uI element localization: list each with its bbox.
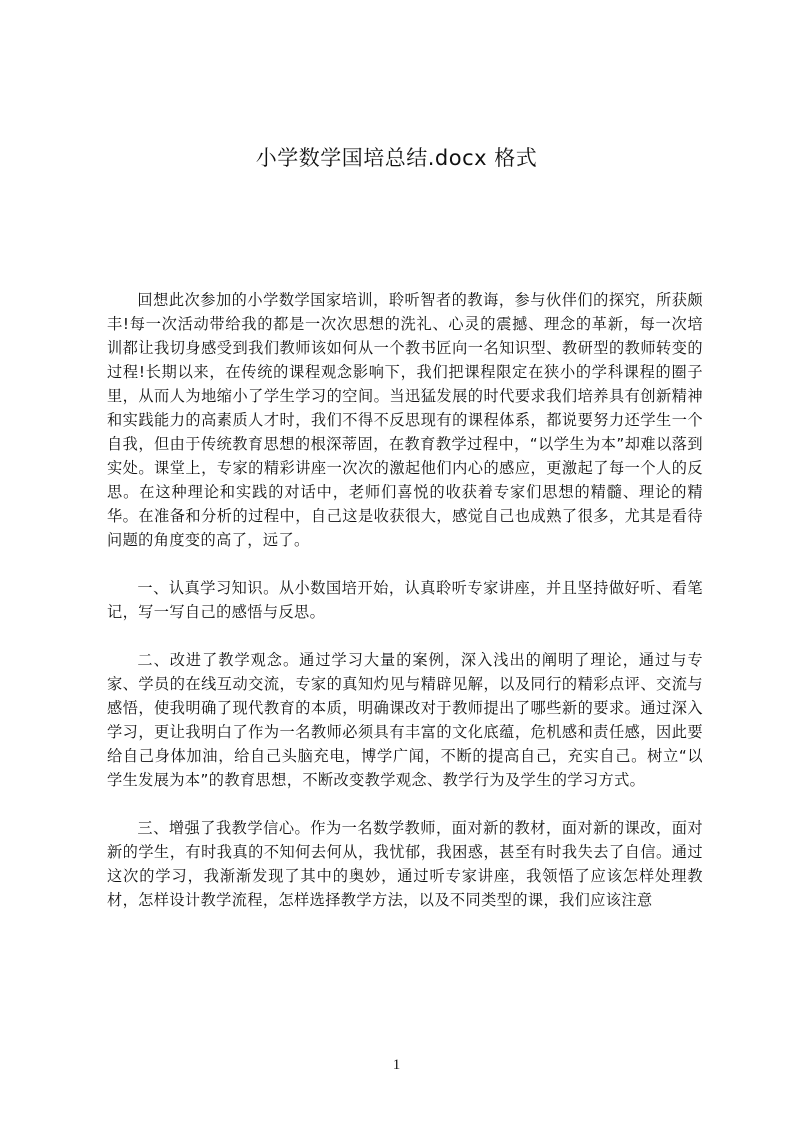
paragraph-section-3: 三、增强了我教学信心。作为一名数学教师，面对新的教材，面对新的课改，面对新的学生，有时我真的不知何去何从，我忧郁，我困惑，甚至有时我失去了自信。通过这次的学习，我渐渐发现了其中的奥妙，通过听专家讲座，我领悟了应该怎样处理教材，怎样设计教学流程，怎样选择教学方法，以及不同类型的课，我们应该注意 [107,819,703,909]
paragraph-section-2: 二、改进了教学观念。通过学习大量的案例，深入浅出的阐明了理论，通过与专家、学员的在线互动交流，专家的真知灼见与精辟见解，以及同行的精彩点评、交流与感悟，使我明确了现代教育的本质，明确课改对于教师提出了哪些新的要求。通过深入学习，更让我明白了作为一名教师必须具有丰富的文化底蕴，危机感和责任感，因此要给自己身体加油，给自己头脑充电，博学广闻，不断的提高自己，充实自己。树立“以学生发展为本”的教育思想，不断改变教学观念、教学行为及学生的学习方式。 [107,651,703,789]
document-title: 小学数学国培总结.docx 格式 [255,146,538,170]
document-body [107,288,703,912]
paragraph-intro: 回想此次参加的小学数学国家培训，聆听智者的教诲，参与伙伴们的探究，所获颇丰!每一次活动带给我的都是一次次思想的洗礼、心灵的震撼、理念的革新，每一次培训都让我切身感受到我们教师该如何从一个教书匠向一名知识型、教研型的教师转变的过程!长期以来，在传统的课程观念影响下，我们把课程限定在狭小的学科课程的圈子里，从而人为地缩小了学生学习的空间。当迅猛发展的时代要求我们培养具有创新精神和实践能力的高素质人才时，我们不得不反思现有的课程体系，都说要努力还学生一个自我，但由于传统教育思想的根深蒂固，在教育教学过程中，“以学生为本”却难以落到实处。课堂上，专家的精彩讲座一次次的激起他们内心的感应，更激起了每一个人的反思。在这种理论和实践的对话中，老师们喜悦的收获着专家们思想的精髓、理论的精华。在准备和分析的过程中，自己这是收获很大，感觉自己也成熟了很多，尤其是看待问题的角度变的高了，远了。 [107,291,703,549]
page-number: 1 [392,1057,401,1073]
paragraph-section-1: 一、认真学习知识。从小数国培开始，认真聆听专家讲座，并且坚持做好听、看笔记，写一写自己的感悟与反思。 [107,579,703,621]
